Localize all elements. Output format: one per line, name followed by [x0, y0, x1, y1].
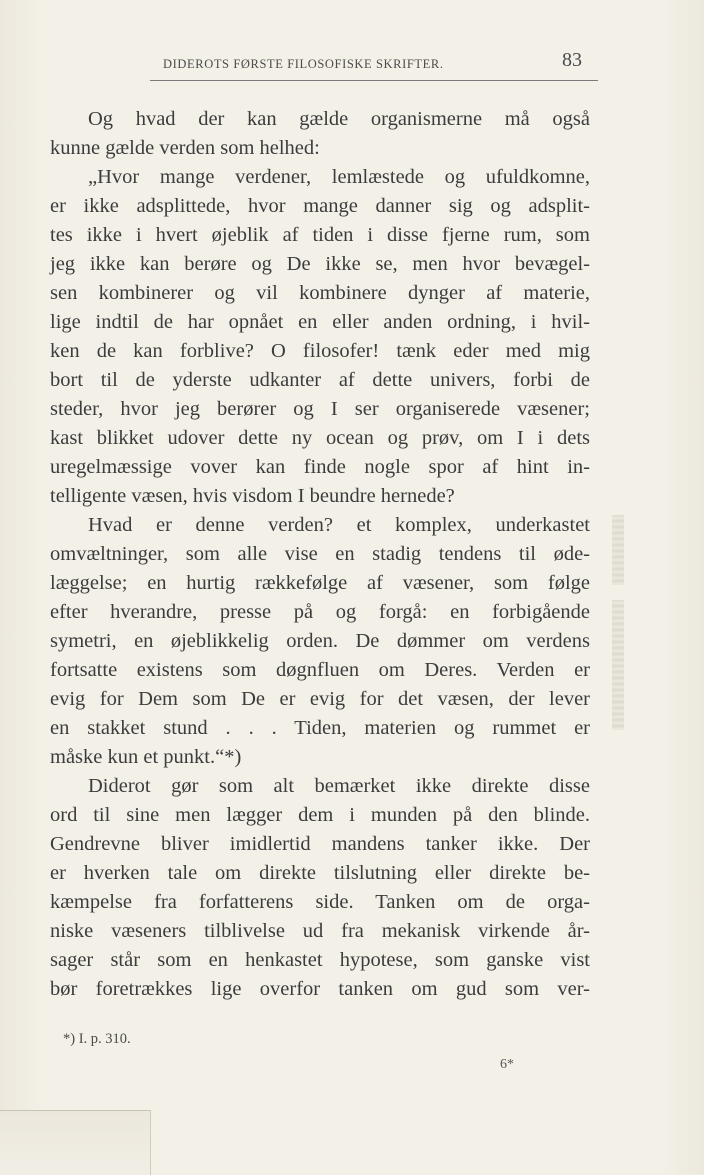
text-line: ken de kan forblive? O filosofer! tænk eder med mig — [50, 340, 590, 362]
text-line: symetri, en øjeblikkelig orden. De dømmer om verdens — [50, 630, 590, 652]
text-line: bør foretrækkes lige overfor tanken om gud som ver- — [50, 978, 590, 1000]
page-number: 83 — [562, 49, 582, 71]
text-line: kæmpelse fra forfatterens side. Tanken om de orga- — [50, 891, 590, 913]
text-line: Diderot gør som alt bemærket ikke direkte disse — [88, 775, 590, 797]
footnote: *) I. p. 310. — [63, 1031, 131, 1047]
text-line: kunne gælde verden som helhed: — [50, 137, 320, 159]
header-rule — [150, 80, 598, 81]
show-through-mark — [612, 600, 624, 730]
text-line: Og hvad der kan gælde organismerne må også — [88, 108, 590, 130]
text-line: Gendrevne bliver imidlertid mandens tanker ikke. Der — [50, 833, 590, 855]
text-line: Hvad er denne verden? et komplex, underkastet — [88, 514, 590, 536]
text-line: jeg ikke kan berøre og De ikke se, men hvor bevægel- — [50, 253, 590, 275]
text-line: lige indtil de har opnået en eller anden ordning, i hvil- — [50, 311, 590, 333]
text-line: bort til de yderste udkanter af dette univers, forbi de — [50, 369, 590, 391]
signature-mark: 6* — [500, 1057, 514, 1072]
text-line: en stakket stund . . . Tiden, materien og rummet er — [50, 717, 590, 739]
body-text — [50, 105, 590, 1004]
text-line: steder, hvor jeg berører og I ser organiserede væsener; — [50, 398, 590, 420]
text-line: er hverken tale om direkte tilslutning eller direkte be- — [50, 862, 590, 884]
text-line: tes ikke i hvert øjeblik af tiden i disse fjerne rum, som — [50, 224, 590, 246]
text-line: er ikke adsplittede, hvor mange danner sig og adsplit- — [50, 195, 590, 217]
text-line: kast blikket udover dette ny ocean og prøv, om I i dets — [50, 427, 590, 449]
text-line: fortsatte existens som døgnfluen om Deres. Verden er — [50, 659, 590, 681]
text-line: læggelse; en hurtig rækkefølge af væsener, som følge — [50, 572, 590, 594]
text-line: omvæltninger, som alle vise en stadig tendens til øde- — [50, 543, 590, 565]
text-line: niske væseners tilblivelse ud fra mekanisk virkende år- — [50, 920, 590, 942]
text-line: sen kombinerer og vil kombinere dynger af materie, — [50, 282, 590, 304]
show-through-mark — [612, 515, 624, 585]
text-line: efter hverandre, presse på og forgå: en forbigående — [50, 601, 590, 623]
page-corner-shadow — [0, 1110, 151, 1175]
text-line: evig for Dem som De er evig for det væsen, der lever — [50, 688, 590, 710]
text-line: måske kun et punkt.“*) — [50, 746, 242, 768]
text-line: sager står som en henkastet hypotese, som ganske vist — [50, 949, 590, 971]
running-title: DIDEROTS FØRSTE FILOSOFISKE SKRIFTER. — [163, 57, 444, 71]
text-line: telligente væsen, hvis visdom I beundre hernede? — [50, 485, 455, 507]
text-line: uregelmæssige vover kan finde nogle spor af hint in- — [50, 456, 590, 478]
text-line: ord til sine men lægger dem i munden på den blinde. — [50, 804, 590, 826]
text-line: „Hvor mange verdener, lemlæstede og ufuldkomne, — [88, 166, 590, 188]
